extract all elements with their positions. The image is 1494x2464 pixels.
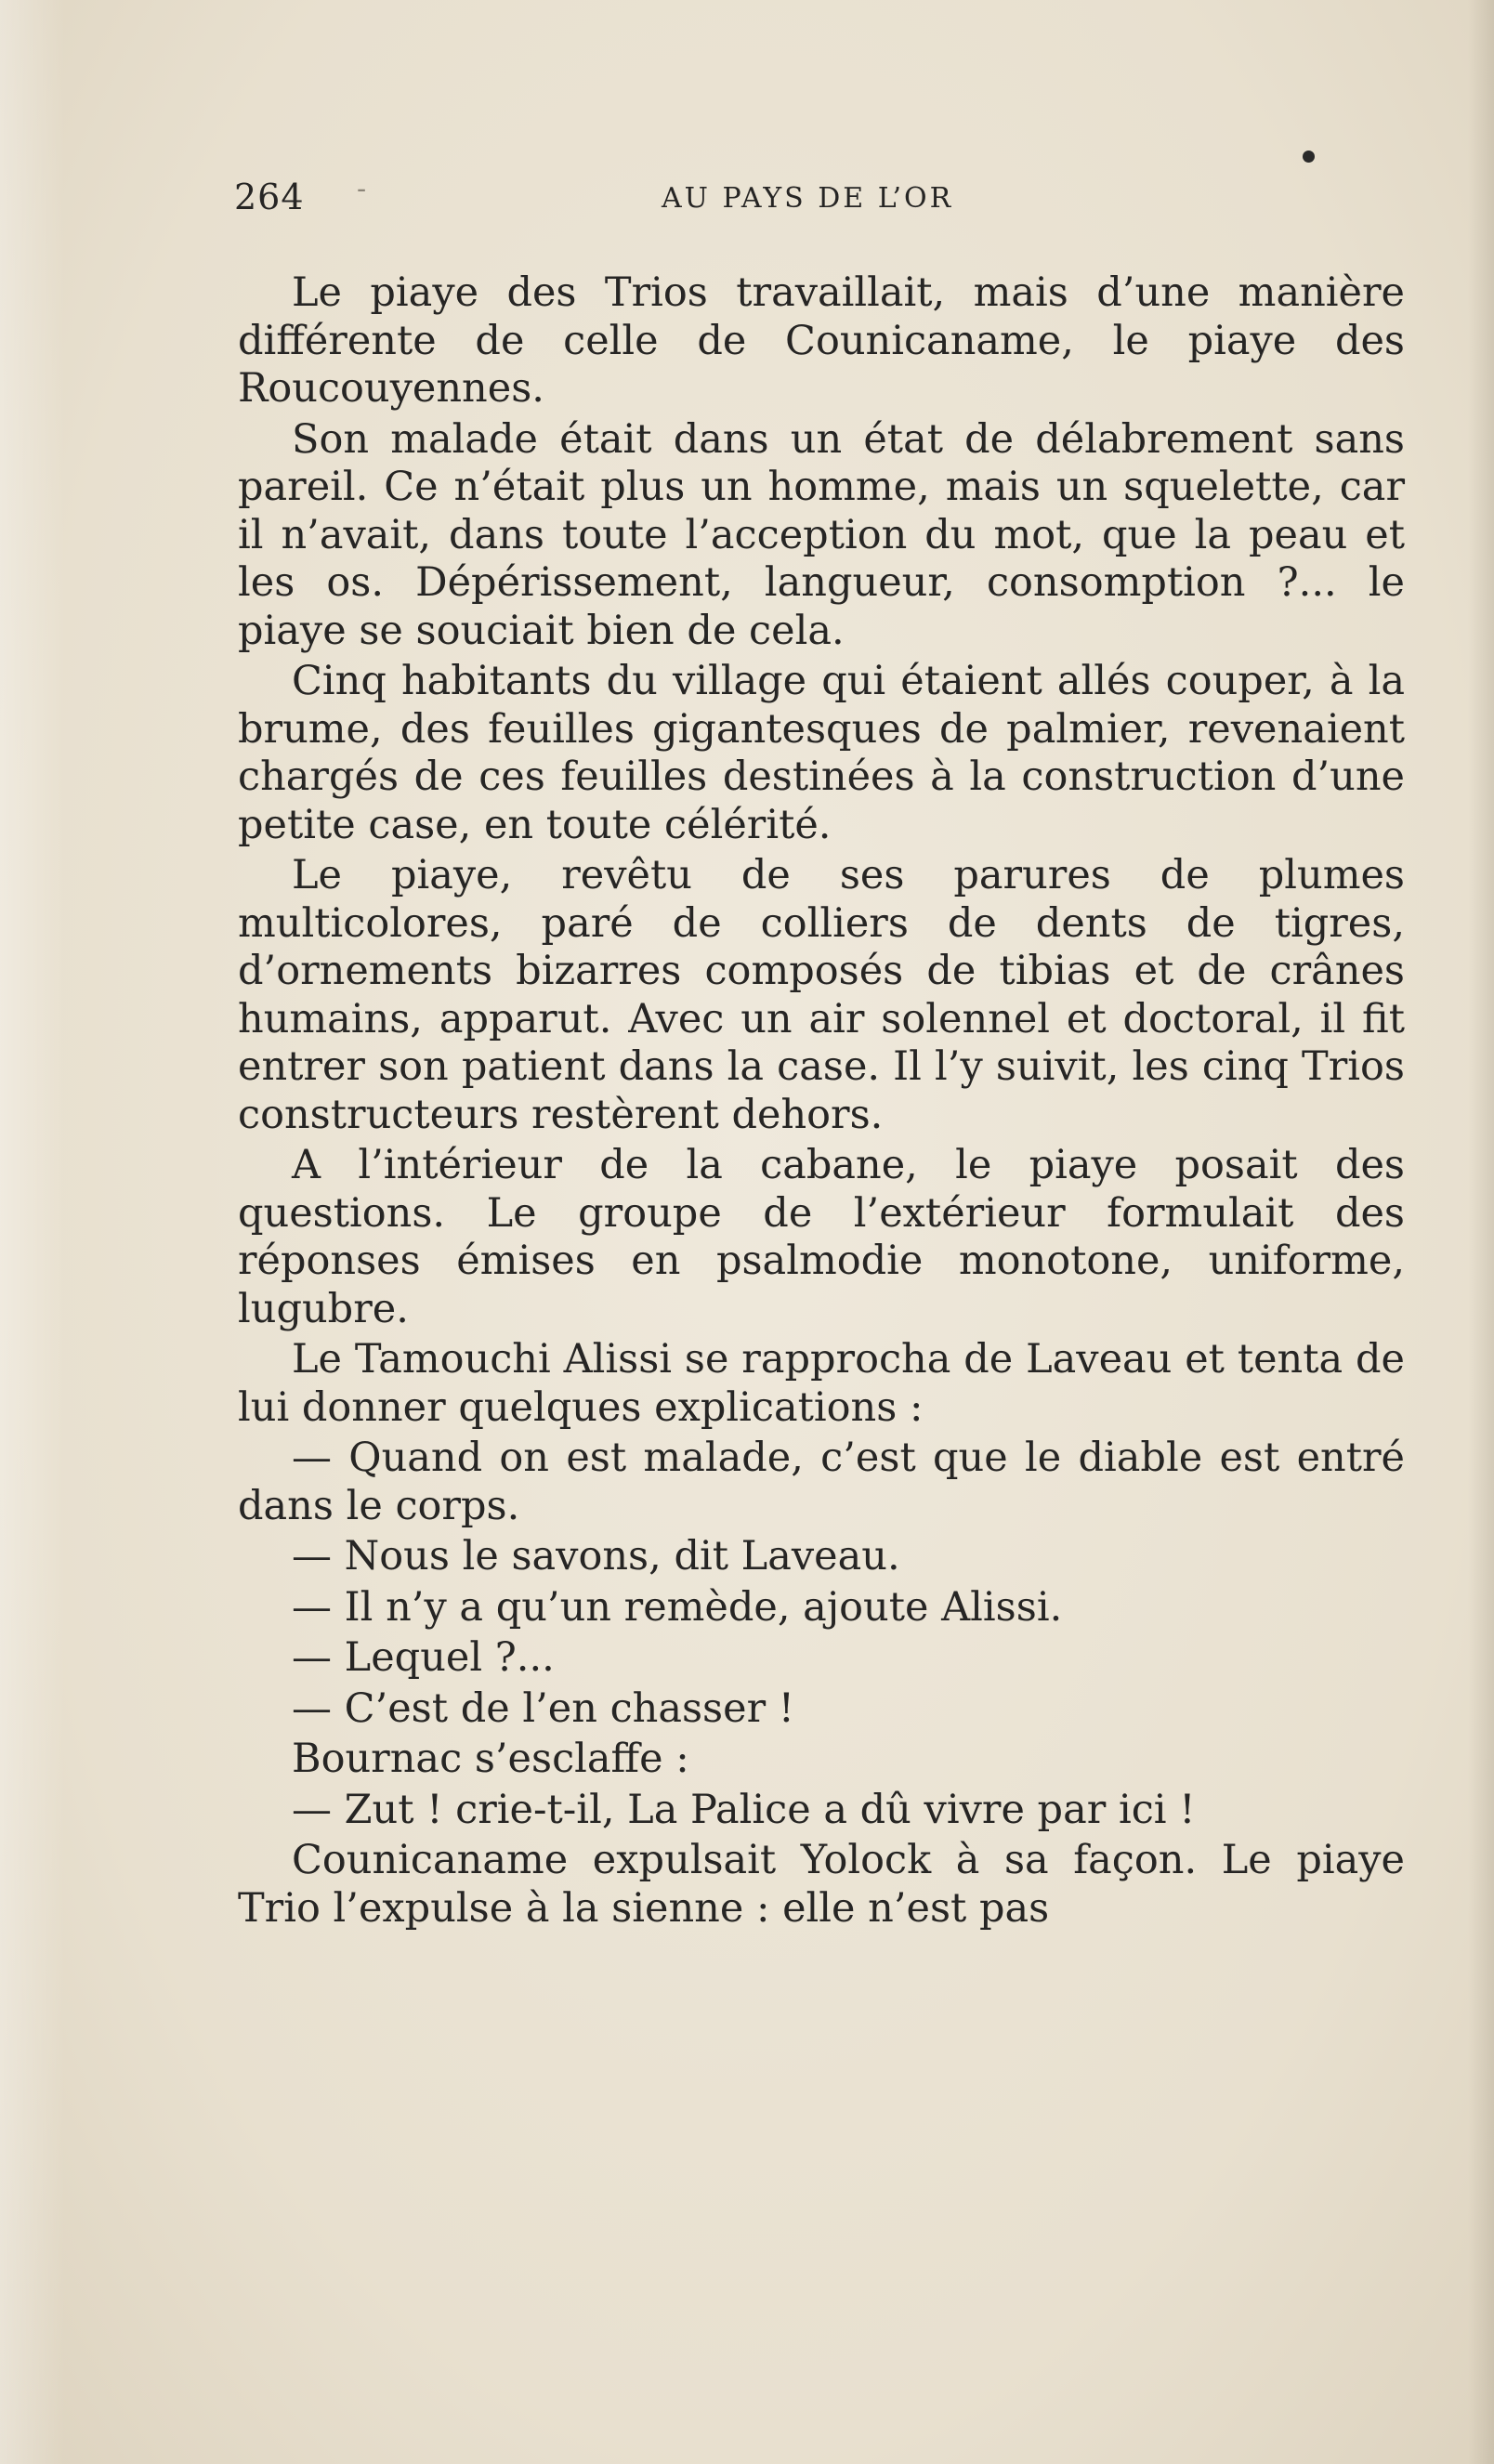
paragraph: Cinq habitants du village qui étaient allés couper, à la brume, des feuilles gigantesques de palmier, revenaient chargés de ces feuilles destinées à la construction d’une petite case, en toute célérité. — [238, 658, 1405, 848]
page-header — [234, 173, 1405, 232]
ink-dot-mark — [1303, 151, 1315, 163]
paragraph: Son malade était dans un état de délabrement sans pareil. Ce n’était plus un homme, mais un squelette, car il n’avait, dans toute l’acception du mot, que la peau et les os. Dépérissement, langueur, consomption ?... le piaye se souciait bien de cela. — [238, 415, 1405, 654]
paragraph: Bournac s’esclaffe : — [292, 1736, 689, 1782]
running-title: AU PAYS DE L’OR — [662, 182, 954, 215]
paragraph: Counicaname expulsait Yolock à sa façon. Le piaye Trio l’expulse à la sienne : elle n’est pas — [238, 1837, 1405, 1932]
paragraph: Le Tamouchi Alissi se rapprocha de Laveau et tenta de lui donner quelques explications : — [238, 1336, 1405, 1431]
page-body — [238, 269, 1405, 1935]
paragraph: Le piaye, revêtu de ses parures de plumes multicolores, paré de colliers de dents de tigres, d’ornements bizarres composés de tibias et de crânes humains, apparut. Avec un air solennel et doctoral, il fit entrer son patient dans la case. Il l’y suivit, les cinq Trios constructeurs restèrent dehors. — [238, 852, 1405, 1138]
paragraph: Le piaye des Trios travaillait, mais d’une manière différente de celle de Counicaname, le piaye des Roucouyennes. — [238, 269, 1405, 412]
dialogue-line: — Zut ! crie-t-il, La Palice a dû vivre par ici ! — [292, 1786, 1196, 1833]
page-edge-highlight — [0, 0, 65, 2464]
dialogue-line: — Il n’y a qu’un remède, ajoute Alissi. — [292, 1583, 1063, 1631]
header-dash: - — [357, 173, 367, 205]
page-edge-shadow — [1468, 0, 1494, 2464]
paragraph: A l’intérieur de la cabane, le piaye posait des questions. Le groupe de l’extérieur formulait des réponses émises en psalmodie monotone, uniforme, lugubre. — [238, 1142, 1405, 1332]
dialogue-line: — C’est de l’en chasser ! — [292, 1684, 795, 1732]
dialogue-line: — Nous le savons, dit Laveau. — [292, 1533, 900, 1579]
dialogue-line: — Lequel ?... — [292, 1634, 555, 1681]
page-number: 264 — [234, 177, 305, 217]
dialogue-line: — Quand on est malade, c’est que le diable est entré dans le corps. — [238, 1435, 1405, 1529]
